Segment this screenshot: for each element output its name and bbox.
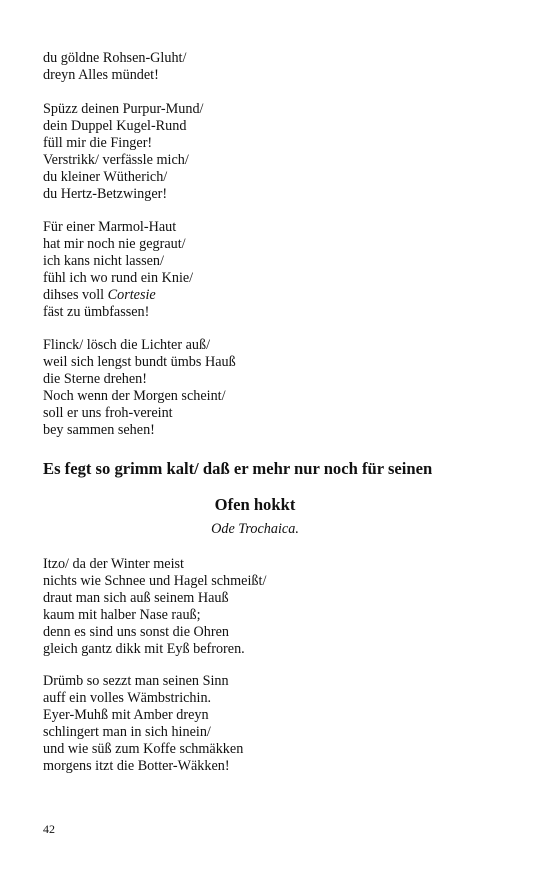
verse-line: Noch wenn der Morgen scheint/ bbox=[43, 388, 226, 405]
verse-line: fäst zu ümbfassen! bbox=[43, 304, 150, 321]
verse-line: kaum mit halber Nase rauß; bbox=[43, 607, 201, 624]
verse-line-text: dihses voll bbox=[43, 287, 108, 304]
poem-title: Es fegt so grimm kalt/ daß er mehr nur noch für seinen bbox=[43, 459, 433, 478]
verse-line: du göldne Rohsen-Gluht/ bbox=[43, 50, 187, 66]
verse-line: Flinck/ lösch die Lichter auß/ bbox=[43, 337, 211, 353]
verse-line: ich kans nicht lassen/ bbox=[43, 253, 164, 270]
stanza bbox=[43, 50, 186, 84]
verse-line: morgens itzt die Botter-Wäkken! bbox=[43, 758, 230, 775]
verse-line: Spüzz deinen Purpur-Mund/ bbox=[43, 101, 204, 117]
verse-line: auff ein volles Wämbstrichin. bbox=[43, 690, 212, 707]
poem-genre: Ode Trochaica. bbox=[211, 521, 299, 537]
verse-line bbox=[43, 287, 193, 304]
page-number: 42 bbox=[43, 822, 55, 836]
verse-line: Eyer-Muhß mit Amber dreyn bbox=[43, 707, 209, 724]
verse-line: Itzo/ da der Winter meist bbox=[43, 556, 184, 572]
verse-line: gleich gantz dikk mit Eyß befroren. bbox=[43, 641, 245, 658]
verse-line: nichts wie Schnee und Hagel schmeißt/ bbox=[43, 573, 267, 590]
verse-line: hat mir noch nie gegraut/ bbox=[43, 236, 186, 253]
verse-line: soll er uns froh-vereint bbox=[43, 405, 173, 422]
stanza bbox=[43, 337, 236, 440]
verse-line: dein Duppel Kugel-Rund bbox=[43, 118, 187, 135]
stanza bbox=[43, 101, 203, 204]
verse-line: fühl ich wo rund ein Knie/ bbox=[43, 270, 194, 287]
verse-line: schlingert man in sich hinein/ bbox=[43, 724, 211, 741]
verse-line: draut man sich auß seinem Hauß bbox=[43, 590, 229, 607]
verse-line: Drümb so sezzt man seinen Sinn bbox=[43, 673, 229, 689]
stanza bbox=[43, 219, 193, 322]
stanza bbox=[43, 556, 266, 659]
stanza bbox=[43, 673, 243, 776]
verse-line: bey sammen sehen! bbox=[43, 422, 155, 439]
verse-line: dreyn Alles mündet! bbox=[43, 67, 159, 84]
verse-line: die Sterne drehen! bbox=[43, 371, 147, 388]
verse-line: Für einer Marmol-Haut bbox=[43, 219, 177, 235]
verse-line: und wie süß zum Koffe schmäkken bbox=[43, 741, 244, 758]
italic-word: Cortesie bbox=[107, 287, 156, 304]
verse-line: denn es sind uns sonst die Ohren bbox=[43, 624, 229, 641]
poem-title-continuation: Ofen hokkt bbox=[214, 495, 296, 514]
verse-line: Verstrikk/ verfässle mich/ bbox=[43, 152, 189, 169]
verse-line: du Hertz-Betzwinger! bbox=[43, 186, 168, 203]
verse-line: du kleiner Wütherich/ bbox=[43, 169, 168, 186]
verse-line: weil sich lengst bundt ümbs Hauß bbox=[43, 354, 236, 371]
verse-line: füll mir die Finger! bbox=[43, 135, 153, 152]
